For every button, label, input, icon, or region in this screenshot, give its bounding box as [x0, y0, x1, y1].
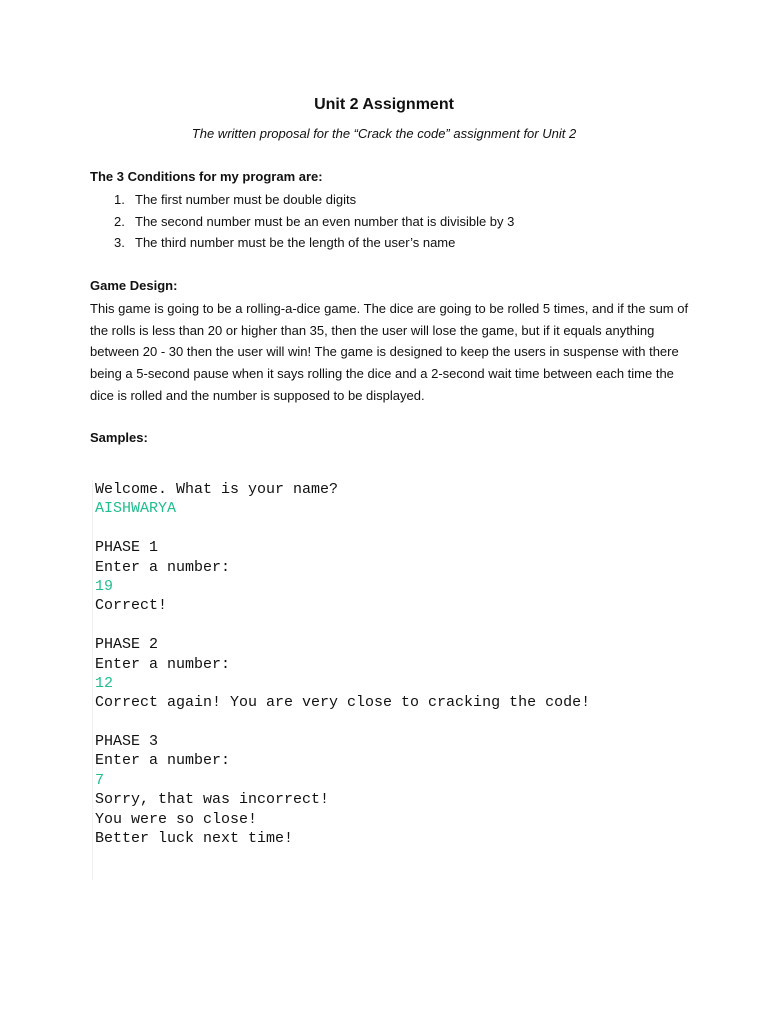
- console-user-input: 12: [95, 674, 114, 692]
- condition-number: 3.: [114, 235, 125, 251]
- console-user-input: AISHWARYA: [95, 500, 177, 518]
- console-blank-line: [93, 519, 693, 538]
- console-output-line: Sorry, that was incorrect!: [95, 791, 330, 809]
- console-output-line: Correct!: [95, 597, 168, 615]
- samples-heading: Samples:: [90, 430, 148, 445]
- console-output-line: Correct again! You are very close to cracking the code!: [95, 694, 591, 712]
- condition-number: 2.: [114, 213, 125, 229]
- console-output-line: PHASE 3: [95, 733, 159, 751]
- condition-item: [90, 211, 690, 233]
- condition-item: [90, 189, 690, 211]
- console-blank-line: [93, 616, 693, 635]
- game-design-paragraph: This game is going to be a rolling-a-dice game. The dice are going to be rolled 5 times, and if the sum of the rolls is less than 20 or higher than 35, then the user will lose the game, but if it equals anything between 20 - 30 then the user will win! The game is designed to keep the users in suspense with there being a 5-second pause when it says rolling the dice and a 2-second wait time between each time the dice is rolled and the number is supposed to be displayed.: [90, 301, 689, 403]
- console-output-line: Enter a number:: [95, 752, 231, 770]
- conditions-list: [90, 189, 690, 254]
- conditions-heading: The 3 Conditions for my program are:: [90, 169, 323, 184]
- condition-text: The first number must be double digits: [135, 192, 357, 207]
- console-user-input: 7: [95, 771, 105, 789]
- console-output-line: PHASE 2: [95, 636, 159, 654]
- console-output-line: PHASE 1: [95, 539, 159, 557]
- console-output-line: Welcome. What is your name?: [95, 481, 339, 498]
- document-title: Unit 2 Assignment: [314, 96, 454, 113]
- console-output-line: Enter a number:: [95, 558, 231, 576]
- game-design-heading: Game Design:: [90, 278, 178, 293]
- console-blank-line: [93, 713, 693, 732]
- console-user-input: 19: [95, 577, 114, 595]
- condition-text: The third number must be the length of the user’s name: [135, 235, 456, 251]
- console-output-line: You were so close!: [95, 810, 258, 828]
- sample-console-output: [92, 480, 693, 880]
- console-output-line: Enter a number:: [95, 655, 231, 673]
- condition-text: The second number must be an even number that is divisible by 3: [135, 213, 515, 229]
- condition-item: [90, 232, 690, 254]
- condition-number: 1.: [114, 192, 125, 207]
- console-output-line: Better luck next time!: [95, 830, 294, 848]
- document-subtitle: The written proposal for the “Crack the code” assignment for Unit 2: [191, 126, 577, 141]
